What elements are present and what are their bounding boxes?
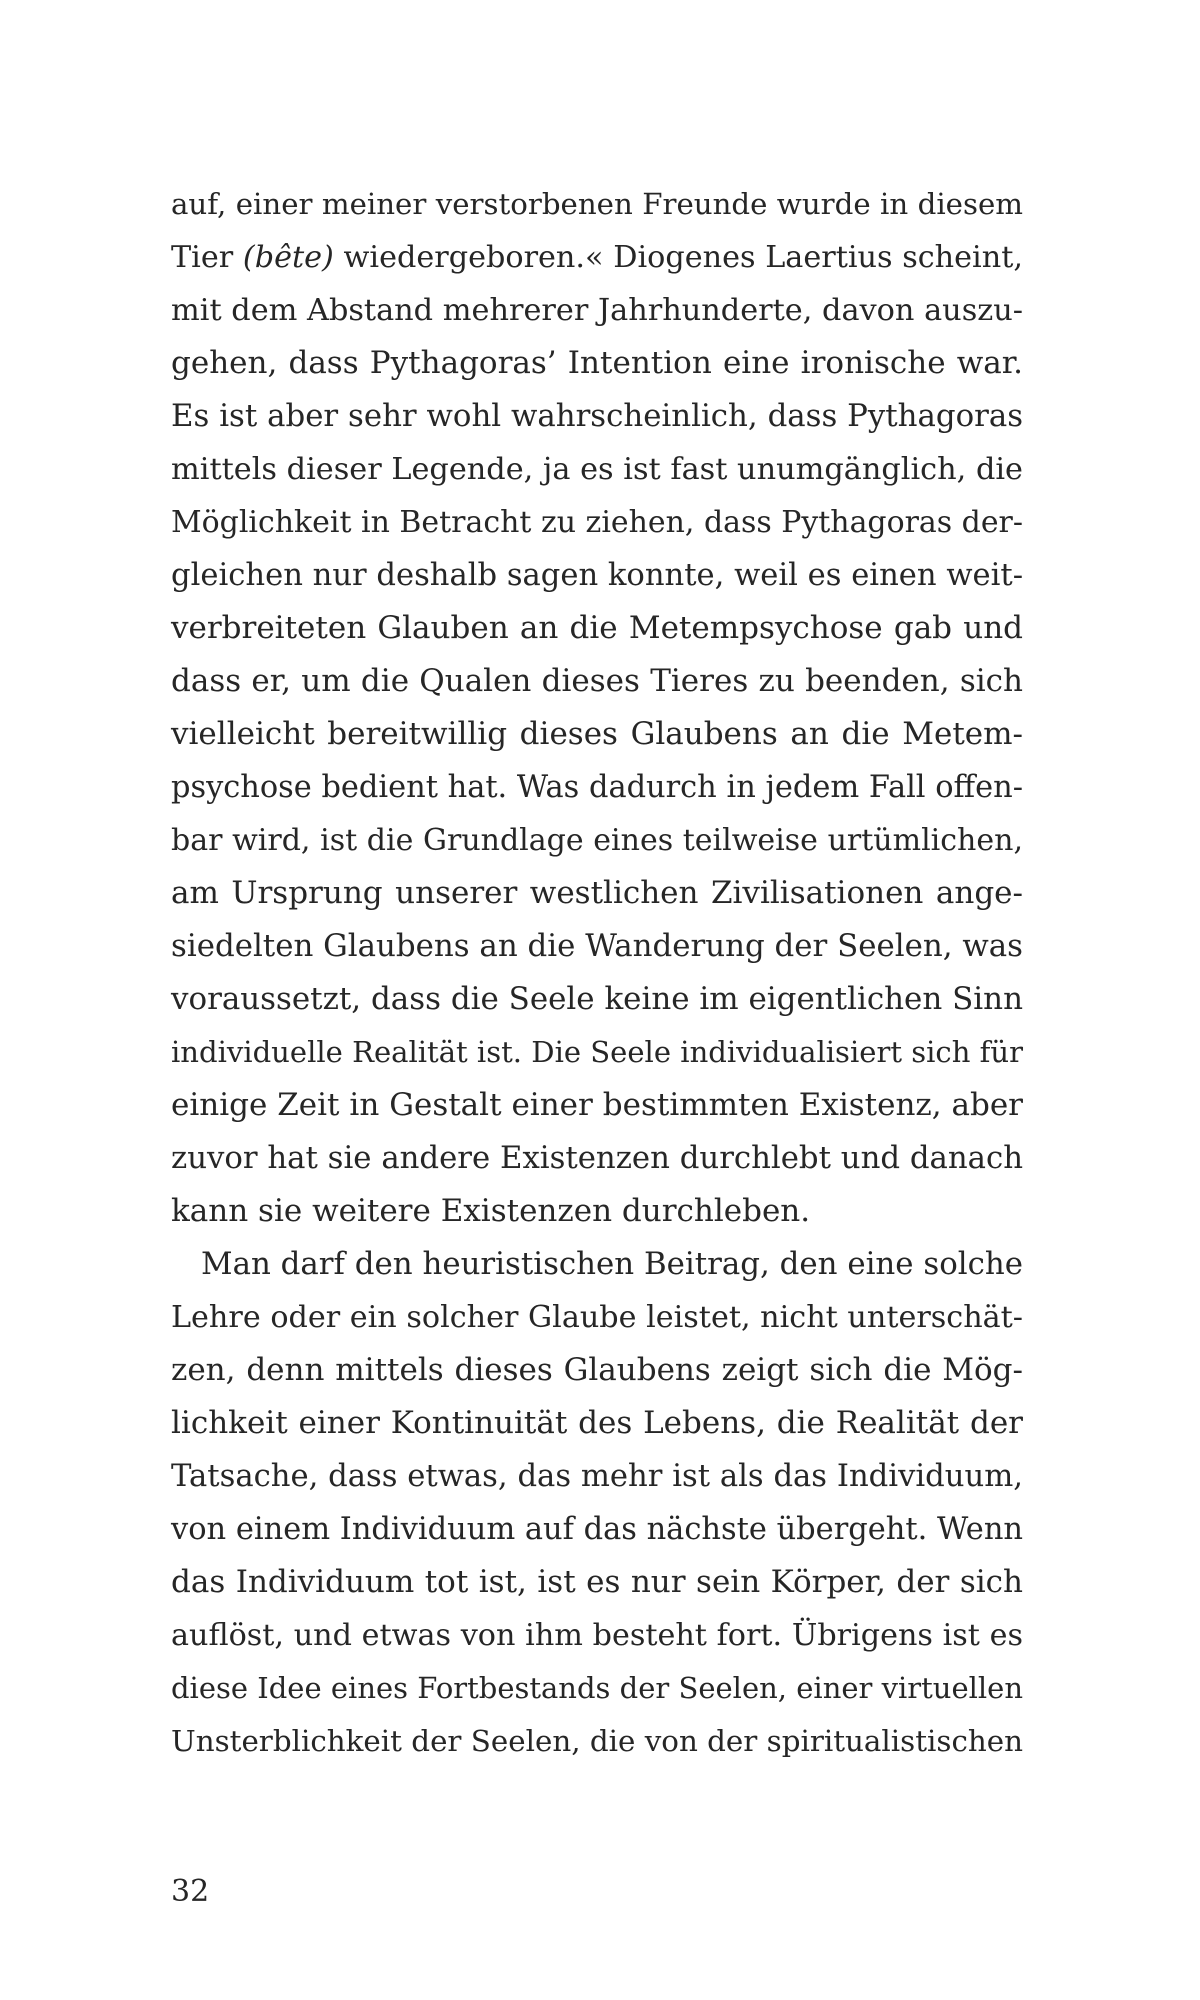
paragraph-1: [171, 178, 1023, 1238]
text-line: Man darf den heuristischen Beitrag, den eine solche: [201, 1246, 1023, 1282]
text-line: gleichen nur deshalb sagen konnte, weil es einen weit-: [171, 558, 1024, 593]
text-line: mittels dieser Legende, ja es ist fast unumgänglich, die: [171, 452, 1023, 487]
text-line: einige Zeit in Gestalt einer bestimmten Existenz, aber: [171, 1087, 1023, 1123]
text-line: auf, einer meiner verstorbenen Freunde wurde in diesem: [171, 187, 1023, 221]
text-line: siedelten Glaubens an die Wanderung der Seelen, was: [171, 928, 1023, 964]
text-line: vielleicht bereitwillig dieses Glaubens an die Metem-: [171, 716, 1023, 752]
text-line: zuvor hat sie andere Existenzen durchlebt und danach: [171, 1140, 1023, 1176]
text-line: Möglichkeit in Betracht zu ziehen, dass Pythagoras der-: [171, 505, 1023, 540]
text-line: verbreiteten Glauben an die Metempsychose gab und: [171, 610, 1023, 646]
text-run: Tier: [171, 240, 243, 275]
text-run: wiedergeboren.« Diogenes Laertius scheint,: [333, 240, 1023, 275]
text-line: Lehre oder ein solcher Glaube leistet, nicht unterschät-: [171, 1300, 1023, 1335]
text-line: [171, 231, 1023, 284]
text-line: diese Idee eines Fortbestands der Seelen, einer virtuellen: [171, 1671, 1023, 1705]
text-line: zen, denn mittels dieses Glaubens zeigt sich die Mög-: [171, 1352, 1023, 1388]
text-line: Es ist aber sehr wohl wahrscheinlich, dass Pythagoras: [171, 398, 1023, 434]
text-line: lichkeit einer Kontinuität des Lebens, die Realität der: [171, 1405, 1023, 1441]
text-line: von einem Individuum auf das nächste übergeht. Wenn: [171, 1512, 1024, 1547]
text-line: individuelle Realität ist. Die Seele individualisiert sich für: [171, 1035, 1023, 1069]
page-number: 32: [171, 1874, 210, 1909]
text-line: das Individuum tot ist, ist es nur sein Körper, der sich: [171, 1564, 1023, 1600]
text-line: bar wird, ist die Grundlage eines teilweise urtümlichen,: [171, 823, 1023, 858]
text-line: am Ursprung unserer westlichen Zivilisationen ange-: [171, 875, 1023, 911]
text-line: voraussetzt, dass die Seele keine im eigentlichen Sinn: [171, 981, 1023, 1017]
text-line: gehen, dass Pythagoras’ Intention eine ironische war.: [171, 345, 1023, 381]
italic-term: (bête): [242, 240, 334, 275]
text-line: auflöst, und etwas von ihm besteht fort. Übrigens ist es: [171, 1618, 1023, 1653]
text-line: dass er, um die Qualen dieses Tieres zu beenden, sich: [171, 663, 1023, 699]
body-text: [171, 178, 1023, 1768]
text-line: Tatsache, dass etwas, das mehr ist als das Individuum,: [171, 1459, 1023, 1494]
text-line: mit dem Abstand mehrerer Jahrhunderte, davon auszu-: [171, 293, 1023, 328]
text-line: kann sie weitere Existenzen durchleben.: [171, 1193, 811, 1229]
text-line: Unsterblichkeit der Seelen, die von der spiritualistischen: [171, 1724, 1023, 1758]
text-line: psychose bedient hat. Was dadurch in jedem Fall offen-: [171, 770, 1023, 805]
paragraph-2: [171, 1238, 1023, 1768]
